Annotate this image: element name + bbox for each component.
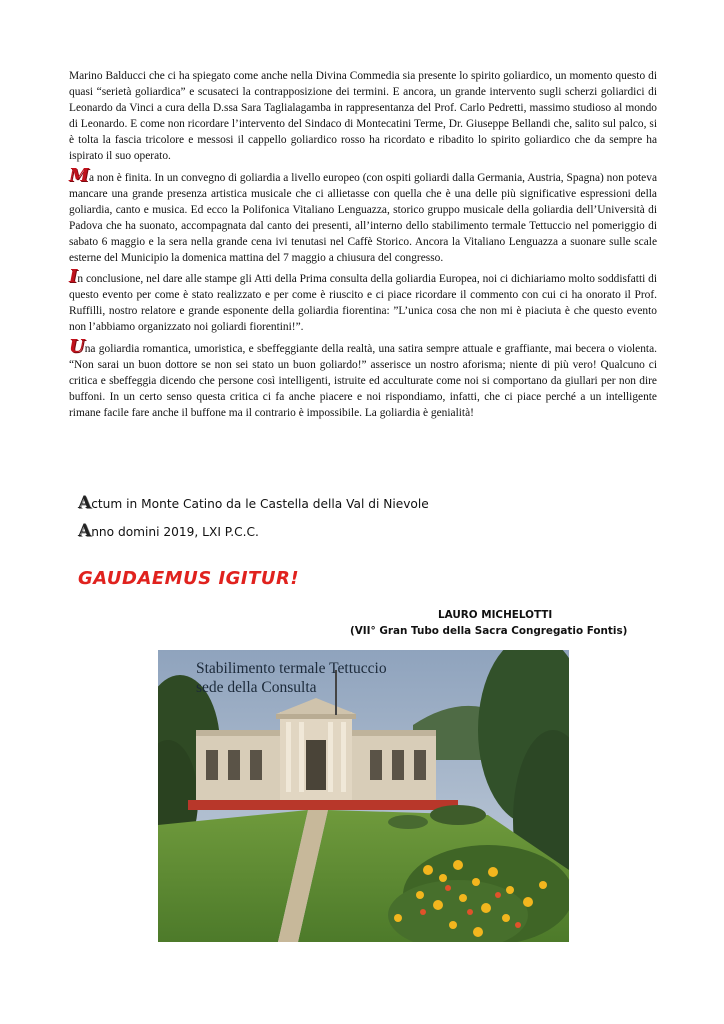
- caption-line-2: sede della Consulta: [196, 679, 317, 696]
- anno-text: nno domini 2019, LXI P.C.C.: [91, 525, 259, 539]
- photo-caption: [196, 659, 387, 697]
- dropcap-m: M: [69, 164, 89, 186]
- signature-role: (VII° Gran Tubo della Sacra Congregatio Fontis): [350, 625, 628, 637]
- dropcap-u: U: [69, 335, 85, 357]
- signature-name: LAURO MICHELOTTI: [438, 609, 553, 621]
- thermal-building-photo: [158, 650, 569, 942]
- paragraph-3-text: n conclusione, nel dare alle stampe gli Atti della Prima consulta della goliardia Europea, noi ci dichiariamo molto soddisfatti di questo evento per come è stato realizzato e per come è riuscito e ci piace ricordare il commento con cui ci ha onorato il Prof. Ruffilli, nostro relatore e grande esponente della goliardia fiorentina: ”L’unica cosa che non mi è piaciuta è che questo evento non l’abbiamo organizzato noi goliardi fiorentini!”.: [69, 273, 657, 334]
- body-text: [69, 68, 657, 425]
- actum-capital: A: [78, 493, 92, 513]
- actum-text: ctum in Monte Catino da le Castella della Val di Nievole: [91, 497, 429, 511]
- motto: GAUDAEMUS IGITUR!: [78, 568, 300, 589]
- caption-line-1: Stabilimento termale Tettuccio: [196, 660, 387, 677]
- paragraph-1: [69, 68, 657, 165]
- paragraph-4: [69, 335, 657, 421]
- dropcap-i: I: [69, 266, 78, 288]
- paragraph-3: [69, 266, 657, 335]
- actum-line: [78, 493, 429, 513]
- paragraph-2: [69, 164, 657, 267]
- signature-block: [350, 607, 650, 639]
- paragraph-1-text: Marino Balducci che ci ha spiegato come anche nella Divina Commedia sia presente lo spirito goliardico, un momento questo di quasi “serietà goliardica” e scusateci la contrapposizione dei termini. E ancora, un grande intervento sugli scherzi goliardici di Leonardo da Vinci a cura della D.ssa Sara Taglialagamba in rappresentanza del Prof. Carlo Pedretti, massimo studioso al mondo di Leonardo. E come non ricordare l’intervento del Sindaco di Montecatini Terme, Dr. Giuseppe Bellandi che, salito sul palco, si è tolta la fascia tricolore e messosi il cappello goliardico rosso ha ricordato e ribadito lo spirito goliardico che da sempre ha ispirato il suo operato.: [69, 70, 657, 163]
- paragraph-4-text: na goliardia romantica, umoristica, e sbeffeggiante della realtà, una satira sempre attuale e graffiante, mai becera o violenta. “Non sarai un buon dottore se non sei stato un buon goliardo!” asserisce un nostro aforisma; niente di più vero! Qualcuno ci critica e sbeffeggia dicendo che persone così intelligenti, istruite ed acculturate come noi si comportano da giullari per non dire buffoni. In un certo senso questa critica ci fa anche piacere e noi rispondiamo, infatti, che ci piace perché a un intelligente rimane facile fare anche il buffone ma il contrario è impossibile. La goliardia è genialità!: [69, 342, 657, 419]
- paragraph-2-text: a non è finita. In un convegno di goliardia a livello europeo (con ospiti goliardi dalla Germania, Austria, Spagna) non poteva mancare una grande presenza artistica musicale che ci allietasse con quella che è una delle più significative espressioni della goliardia, canto e musica. Ed ecco la Polifonica Vitaliano Lenguazza, storico gruppo musicale della goliardia dell’Università di Padova che ha suonato, accompagnata dal canto dei presenti, all’interno dello stabilimento termale Tettuccio nel pomeriggio di sabato 6 maggio e la sera nella grande cena ivi tenutasi nel Caffè Storico. Ancora la Vitaliano Lenguazza a suonare sulle scale esterne del Municipio la domenica mattina del 7 maggio a chiusura del congresso.: [69, 171, 657, 265]
- anno-line: [78, 521, 259, 541]
- anno-capital: A: [78, 521, 92, 541]
